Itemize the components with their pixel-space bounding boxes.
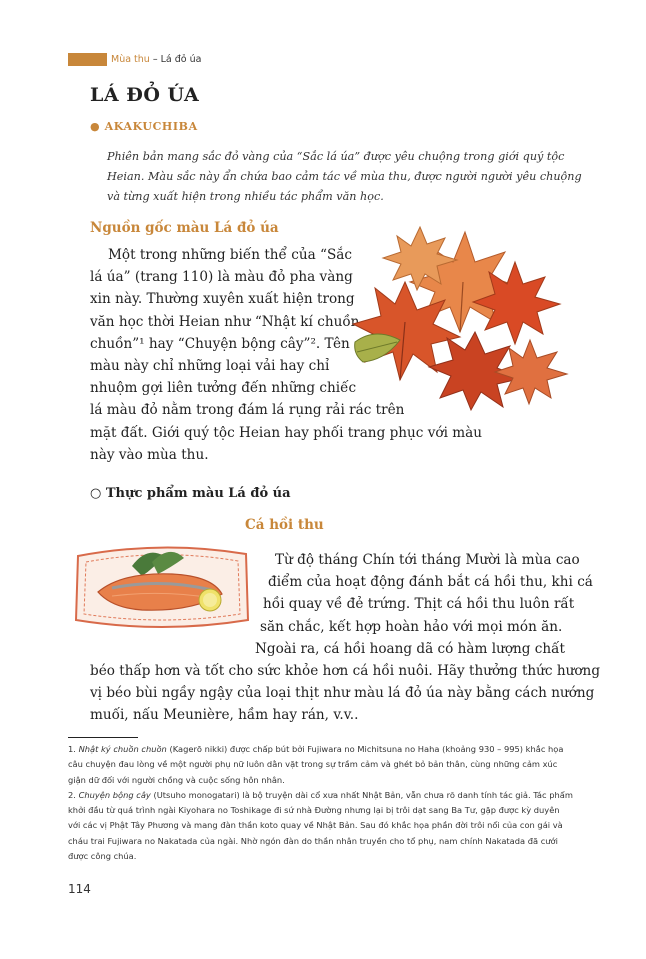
salmon-line: hồi quay về đẻ trứng. Thịt cá hồi thu luôn rất — [263, 596, 575, 613]
salmon-line: muối, nấu Meunière, hầm hay rán, v.v.. — [90, 707, 359, 724]
running-head — [68, 52, 201, 66]
origin-line: này vào mùa thu. — [90, 446, 209, 463]
salmon-paragraph — [90, 549, 601, 727]
salmon-line: Ngoài ra, cá hồi hoang dã có hàm lượng chất — [255, 640, 565, 657]
intro-line: Phiên bản mang sắc đỏ vàng của “Sắc lá úa” được yêu chuộng trong giới quý tộc — [107, 150, 565, 163]
foods-heading: ○ Thực phẩm màu Lá đỏ úa — [90, 486, 291, 501]
intro-paragraph — [107, 147, 582, 207]
origin-line: văn học thời Heian như “Nhật kí chuồn — [90, 313, 360, 330]
green-leaf — [355, 334, 400, 362]
origin-line: chuồn”¹ hay “Chuyện bộng cây”². Tên — [90, 335, 350, 352]
footnote-2-number: 2. — [68, 789, 79, 800]
footnote-2-title: Chuyện bộng cây — [78, 789, 151, 800]
footnotes — [68, 742, 573, 864]
running-head-separator: – — [149, 53, 161, 65]
origin-line: xin này. Thường xuyên xuất hiện trong — [90, 291, 355, 308]
salmon-line: vị béo bùi ngầy ngậy của loại thịt như màu lá đỏ úa này bằng cách nướng — [90, 685, 595, 702]
footnote-1-title: Nhật ký chuồn chuồn — [78, 744, 167, 754]
autumn-leaves-illustration — [345, 222, 570, 412]
salmon-heading: Cá hồi thu — [245, 517, 324, 533]
intro-line: và từng xuất hiện trong nhiều tác phẩm văn học. — [107, 190, 384, 203]
footnote-1-number: 1. — [68, 744, 79, 754]
footnote-2-text: (Utsuho monogatari) là bộ truyện dài cổ xưa nhất Nhật Bản, vẫn chưa rõ danh tính tác giả. Tác phẩm khởi đầu từ quá trình ngài Kiyohara no Toshikage đi sứ nhà Đường nhưng lại bị trôi dạt sang Ba Tư, gặp được kỳ duyên với các vị Phật Tây Phương và mang đàn thần koto quay về Nhật Bản. Sau đó khắc họa phần đời trôi nổi của con gái và cháu trai Fujiwara no Nakatada của ngài. Nhờ ngón đàn do thần nhân truyền cho tổ phụ, nam chính Nakatada đã cưới được công chúa. — [68, 789, 573, 862]
running-head-text — [111, 54, 201, 65]
footnote-1 — [68, 742, 573, 788]
salmon-line: Từ độ tháng Chín tới tháng Mười là mùa cao — [275, 552, 580, 568]
origin-line: lá úa” (trang 110) là màu đỏ pha vàng — [90, 269, 353, 286]
running-head-chapter: Lá đỏ úa — [160, 53, 202, 65]
footnote-2 — [68, 788, 573, 864]
origin-line: màu này chỉ những loại vải hay chỉ — [90, 358, 330, 375]
running-head-section: Mùa thu — [111, 53, 150, 65]
intro-line: Heian. Màu sắc này ẩn chứa bao cảm tác về mùa thu, được người người yêu chuộng — [107, 170, 582, 183]
footnote-rule — [68, 737, 138, 738]
origin-line: lá màu đỏ nằm trong đám lá rụng rải rác trên — [90, 402, 405, 419]
page-title: LÁ ĐỎ ÚA — [90, 84, 200, 106]
origin-line: Một trong những biến thể của “Sắc — [108, 247, 353, 263]
origin-line: mặt đất. Giới quý tộc Heian hay phối trang phục với màu — [90, 424, 483, 441]
romaji-subtitle: ● AKAKUCHIBA — [90, 120, 198, 133]
origin-line: nhuộm gợi liên tưởng đến những chiếc — [90, 380, 357, 397]
salmon-line: điểm của hoạt động đánh bắt cá hồi thu, khi cá — [268, 574, 593, 591]
salmon-line: béo thấp hơn và tốt cho sức khỏe hơn cá hồi nuôi. Hãy thưởng thức hương — [90, 663, 601, 680]
page-number: 114 — [68, 882, 91, 896]
running-head-bar — [68, 53, 107, 66]
footnote-1-text: (Kagerō nikki) được chấp bút bởi Fujiwara no Michitsuna no Haha (khoảng 930 – 995) khắc họa câu chuyện đau lòng về một người phụ nữ luôn dằn vặt trong sự trầm cảm và ghét bỏ bản thân, cùng những cảm xúc giận dữ đối với người chồng và cuộc sống hôn nhân. — [68, 744, 564, 785]
origin-heading: Nguồn gốc màu Lá đỏ úa — [90, 220, 279, 236]
salmon-line: săn chắc, kết hợp hoàn hảo với mọi món ăn. — [260, 618, 563, 635]
